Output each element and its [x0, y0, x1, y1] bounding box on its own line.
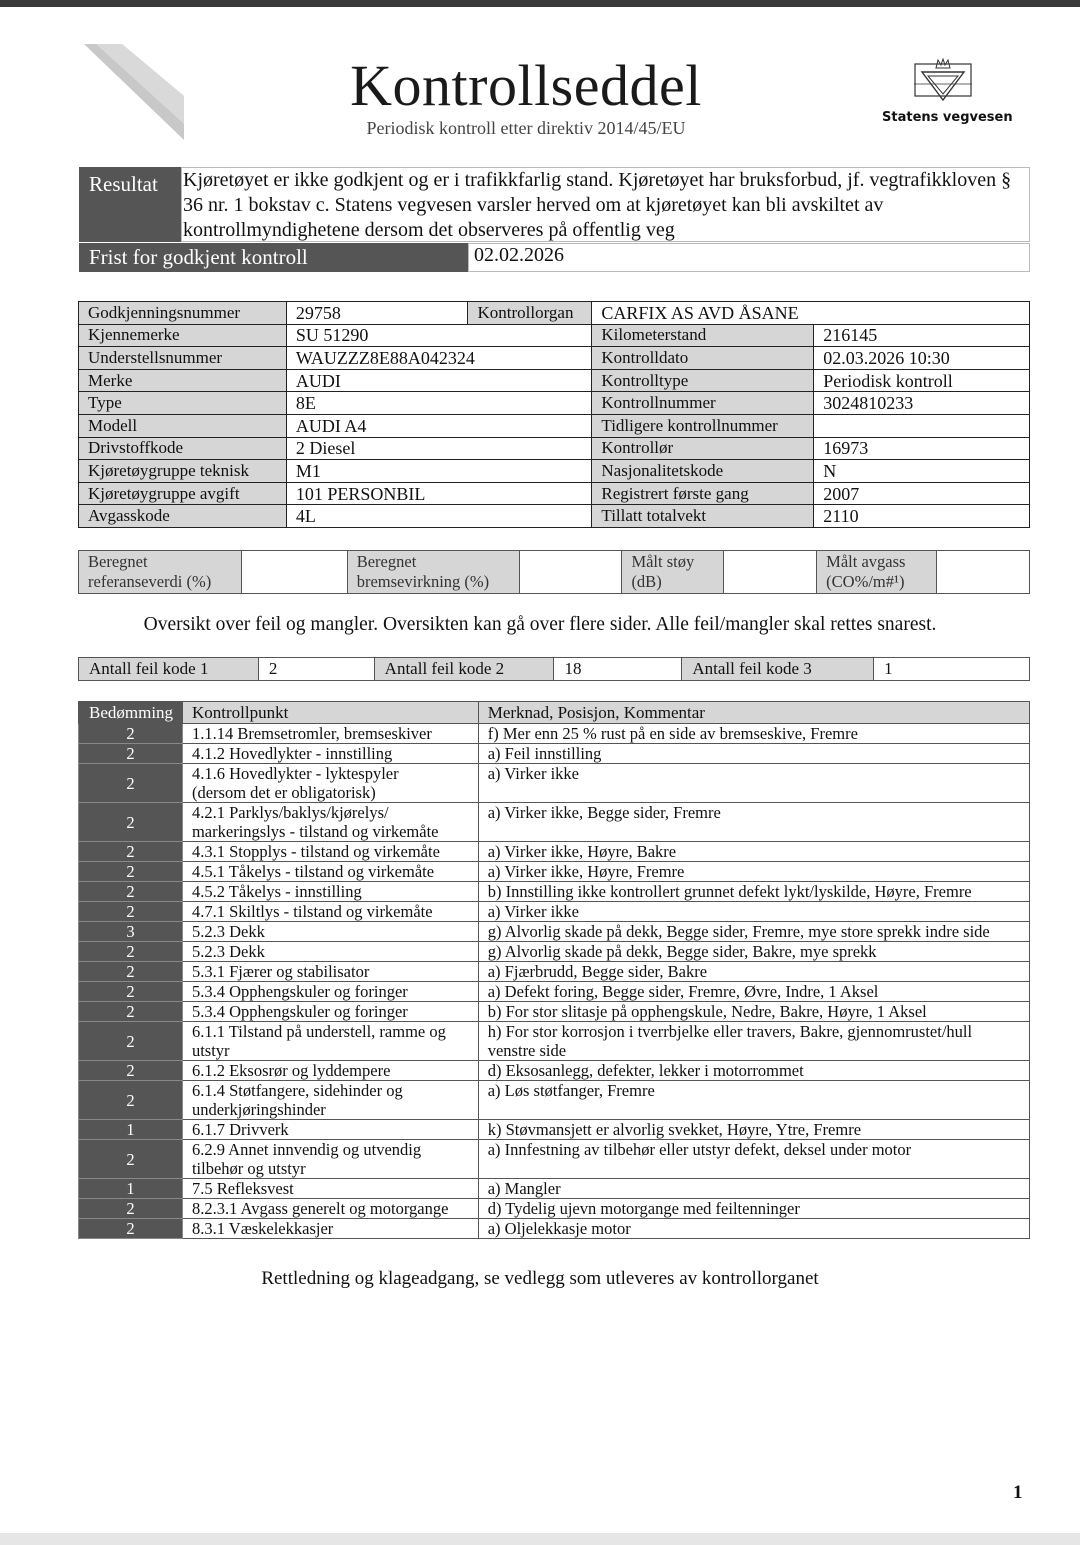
table-row: [79, 862, 1030, 882]
result-label: Resultat: [79, 167, 181, 242]
fault-control-point: 6.1.4 Støtfangere, sidehinder og underkjøringshinder: [182, 1081, 478, 1120]
deadline-label: Frist for godkjent kontroll: [79, 243, 468, 272]
fault-score: 2: [79, 1219, 183, 1239]
approval-number-value: 29758: [286, 302, 468, 325]
fault-control-point: 4.5.1 Tåkelys - tilstand og virkemåte: [182, 862, 478, 882]
info-label: Avgasskode: [79, 505, 287, 528]
table-row: [79, 1081, 1030, 1120]
fault-control-point: 6.2.9 Annet innvendig og utvendig tilbehør og utstyr: [182, 1140, 478, 1179]
fault-score: 2: [79, 962, 183, 982]
fault-score: 2: [79, 842, 183, 862]
fault-control-point: 6.1.1 Tilstand på understell, ramme og utstyr: [182, 1022, 478, 1061]
fault-control-point: 4.1.6 Hovedlykter - lyktespyler (dersom det er obligatorisk): [182, 764, 478, 803]
fault-score: 2: [79, 1199, 183, 1219]
fault-control-point: 4.5.2 Tåkelys - innstilling: [182, 882, 478, 902]
table-row: [79, 460, 1030, 483]
fault-comment: a) Mangler: [478, 1179, 1029, 1199]
info-label: Drivstoffkode: [79, 437, 287, 460]
fault-score: 2: [79, 803, 183, 842]
page-subtitle: Periodisk kontroll etter direktiv 2014/45/EU: [366, 118, 686, 138]
fault-counts-table: [78, 657, 1030, 681]
fault-comment: a) Innfestning av tilbehør eller utstyr defekt, deksel under motor: [478, 1140, 1029, 1179]
page-number: 1: [1013, 1482, 1023, 1503]
table-row: [79, 437, 1030, 460]
comment-column-header: Merknad, Posisjon, Kommentar: [478, 702, 1029, 724]
table-row: [79, 414, 1030, 437]
fault-comment: g) Alvorlig skade på dekk, Begge sider, Fremre, mye store sprekk indre side: [478, 922, 1029, 942]
table-row: [79, 347, 1030, 370]
fault-score: 1: [79, 1179, 183, 1199]
fault-control-point: 5.2.3 Dekk: [182, 942, 478, 962]
table-row: [79, 392, 1030, 415]
table-row: [79, 1022, 1030, 1061]
table-row: [79, 324, 1030, 347]
info-label: Kontrolltype: [592, 369, 814, 392]
count-label: Antall feil kode 2: [374, 658, 554, 681]
fault-comment: a) Løs støtfanger, Fremre: [478, 1081, 1029, 1120]
overview-text: Oversikt over feil og mangler. Oversikten kan gå over flere sider. Alle feil/mangler skal rettes snarest.: [143, 614, 937, 635]
info-label: Kontrolldato: [592, 347, 814, 370]
fault-control-point: 4.2.1 Parklys/baklys/kjørelys/ markeringslys - tilstand og virkemåte: [182, 803, 478, 842]
table-row: [79, 724, 1030, 744]
info-value: AUDI: [286, 369, 592, 392]
table-header-row: [79, 702, 1030, 724]
measurement-value: [937, 551, 1030, 594]
info-label: Modell: [79, 414, 287, 437]
bottom-edge: [0, 1533, 1080, 1545]
fault-score: 2: [79, 744, 183, 764]
fault-comment: a) Fjærbrudd, Begge sider, Bakre: [478, 962, 1029, 982]
table-row: [79, 744, 1030, 764]
score-column-header: Bedømming: [79, 702, 183, 724]
table-row: [79, 505, 1030, 528]
fault-score: 1: [79, 1120, 183, 1140]
fault-comment: a) Virker ikke, Høyre, Bakre: [478, 842, 1029, 862]
fault-comment: d) Tydelig ujevn motorgange med feiltenninger: [478, 1199, 1029, 1219]
inspection-body-value: CARFIX AS AVD ÅSANE: [592, 302, 1030, 325]
info-label: Registrert første gang: [592, 482, 814, 505]
fault-control-point: 5.3.1 Fjærer og stabilisator: [182, 962, 478, 982]
faults-table: [78, 701, 1030, 1239]
fault-control-point: 5.2.3 Dekk: [182, 922, 478, 942]
deadline-value: 02.02.2026: [468, 243, 1030, 272]
fault-control-point: 8.3.1 Væskelekkasjer: [182, 1219, 478, 1239]
fault-comment: h) For stor korrosjon i tverrbjelke eller travers, Bakre, gjennomrustet/hull venstre side: [478, 1022, 1029, 1061]
info-value: 2007: [814, 482, 1030, 505]
guidance-text: Rettledning og klageadgang, se vedlegg som utleveres av kontrollorganet: [261, 1268, 819, 1289]
fault-control-point: 7.5 Refleksvest: [182, 1179, 478, 1199]
table-row: [79, 962, 1030, 982]
fault-comment: g) Alvorlig skade på dekk, Begge sider, Bakre, mye sprekk: [478, 942, 1029, 962]
table-row: [79, 658, 1030, 681]
info-value: AUDI A4: [286, 414, 592, 437]
count-value: 1: [874, 658, 1030, 681]
result-text: Kjøretøyet er ikke godkjent og er i trafikkfarlig stand. Kjøretøyet har bruksforbud, jf. vegtrafikkloven § 36 nr. 1 bokstav c. Statens vegvesen varsler herved om at kjøretøyet kan bli avskiltet av kontrollmyndighetene dersom det observeres på offentlig veg: [181, 167, 1030, 242]
fault-control-point: 5.3.4 Opphengskuler og foringer: [182, 982, 478, 1002]
fault-control-point: 5.3.4 Opphengskuler og foringer: [182, 1002, 478, 1022]
info-value: SU 51290: [286, 324, 592, 347]
fault-control-point: 8.2.3.1 Avgass generelt og motorgange: [182, 1199, 478, 1219]
fault-comment: d) Eksosanlegg, defekter, lekker i motorrommet: [478, 1061, 1029, 1081]
table-row: [79, 1199, 1030, 1219]
fault-comment: a) Virker ikke, Høyre, Fremre: [478, 862, 1029, 882]
measurement-label: Målt støy (dB): [622, 551, 724, 594]
fault-comment: b) For stor slitasje på opphengskule, Nedre, Bakre, Høyre, 1 Aksel: [478, 1002, 1029, 1022]
info-value: M1: [286, 460, 592, 483]
fault-comment: k) Støvmansjett er alvorlig svekket, Høyre, Ytre, Fremre: [478, 1120, 1029, 1140]
info-value: WAUZZZ8E88A042324: [286, 347, 592, 370]
table-row: [79, 842, 1030, 862]
statens-vegvesen-logo-icon: [914, 58, 972, 104]
fault-comment: b) Innstilling ikke kontrollert grunnet defekt lykt/lyskilde, Høyre, Fremre: [478, 882, 1029, 902]
info-label: Nasjonalitetskode: [592, 460, 814, 483]
fault-score: 2: [79, 982, 183, 1002]
fault-score: 2: [79, 764, 183, 803]
fault-score: 2: [79, 1081, 183, 1120]
approval-number-label: Godkjenningsnummer: [79, 302, 287, 325]
info-value: 4L: [286, 505, 592, 528]
table-row: [79, 922, 1030, 942]
count-value: 2: [258, 658, 374, 681]
logo-text: Statens vegvesen: [882, 110, 1013, 125]
fault-score: 2: [79, 724, 183, 744]
fault-comment: f) Mer enn 25 % rust på en side av bremseskive, Fremre: [478, 724, 1029, 744]
info-label: Tidligere kontrollnummer: [592, 414, 814, 437]
table-row: [79, 1061, 1030, 1081]
table-row: [79, 369, 1030, 392]
info-value: [814, 414, 1030, 437]
count-label: Antall feil kode 1: [79, 658, 259, 681]
info-label: Kontrollnummer: [592, 392, 814, 415]
fault-comment: a) Virker ikke: [478, 902, 1029, 922]
table-row: [79, 482, 1030, 505]
table-row: [79, 1120, 1030, 1140]
table-row: [79, 1002, 1030, 1022]
table-row: [79, 902, 1030, 922]
table-row: [79, 1219, 1030, 1239]
table-row: [79, 764, 1030, 803]
table-row: [79, 942, 1030, 962]
top-edge: [0, 0, 1080, 7]
vehicle-info-table: [78, 301, 1030, 528]
table-row: [79, 302, 1030, 325]
fault-score: 3: [79, 922, 183, 942]
info-value: 8E: [286, 392, 592, 415]
info-value: 101 PERSONBIL: [286, 482, 592, 505]
fault-score: 2: [79, 902, 183, 922]
measurements-table: [78, 550, 1030, 594]
fault-control-point: 6.1.7 Drivverk: [182, 1120, 478, 1140]
measurement-value: [724, 551, 817, 594]
info-value: 216145: [814, 324, 1030, 347]
inspection-body-label: Kontrollorgan: [468, 302, 592, 325]
fault-score: 2: [79, 1140, 183, 1179]
info-label: Understellsnummer: [79, 347, 287, 370]
info-value: 2110: [814, 505, 1030, 528]
table-row: [79, 1140, 1030, 1179]
measurement-label: Beregnet referanseverdi (%): [79, 551, 242, 594]
fault-score: 2: [79, 1061, 183, 1081]
fault-comment: a) Defekt foring, Begge sider, Fremre, Øvre, Indre, 1 Aksel: [478, 982, 1029, 1002]
count-label: Antall feil kode 3: [682, 658, 874, 681]
measurement-value: [241, 551, 347, 594]
info-value: 2 Diesel: [286, 437, 592, 460]
table-row: [79, 1179, 1030, 1199]
fault-control-point: 1.1.14 Bremsetromler, bremseskiver: [182, 724, 478, 744]
measurement-label: Målt avgass (CO%/m#¹): [817, 551, 937, 594]
fault-score: 2: [79, 1002, 183, 1022]
fault-score: 2: [79, 882, 183, 902]
table-row: [79, 551, 1030, 594]
count-value: 18: [554, 658, 682, 681]
point-column-header: Kontrollpunkt: [182, 702, 478, 724]
fault-comment: a) Oljelekkasje motor: [478, 1219, 1029, 1239]
info-label: Kilometerstand: [592, 324, 814, 347]
fault-score: 2: [79, 942, 183, 962]
info-label: Merke: [79, 369, 287, 392]
fault-comment: a) Virker ikke: [478, 764, 1029, 803]
info-value: 16973: [814, 437, 1030, 460]
table-row: [79, 982, 1030, 1002]
fault-control-point: 4.3.1 Stopplys - tilstand og virkemåte: [182, 842, 478, 862]
fault-control-point: 4.1.2 Hovedlykter - innstilling: [182, 744, 478, 764]
fault-comment: a) Virker ikke, Begge sider, Fremre: [478, 803, 1029, 842]
page-title: Kontrollseddel: [350, 53, 702, 118]
info-value: 3024810233: [814, 392, 1030, 415]
info-label: Tillatt totalvekt: [592, 505, 814, 528]
info-value: 02.03.2026 10:30: [814, 347, 1030, 370]
measurement-label: Beregnet bremsevirkning (%): [347, 551, 519, 594]
measurement-value: [519, 551, 622, 594]
table-row: [79, 882, 1030, 902]
fault-control-point: 6.1.2 Eksosrør og lyddempere: [182, 1061, 478, 1081]
info-label: Type: [79, 392, 287, 415]
fault-comment: a) Feil innstilling: [478, 744, 1029, 764]
table-row: [79, 803, 1030, 842]
info-label: Kjennemerke: [79, 324, 287, 347]
info-value: N: [814, 460, 1030, 483]
info-value: Periodisk kontroll: [814, 369, 1030, 392]
info-label: Kjøretøygruppe avgift: [79, 482, 287, 505]
fault-control-point: 4.7.1 Skiltlys - tilstand og virkemåte: [182, 902, 478, 922]
fault-score: 2: [79, 1022, 183, 1061]
info-label: Kjøretøygruppe teknisk: [79, 460, 287, 483]
fault-score: 2: [79, 862, 183, 882]
info-label: Kontrollør: [592, 437, 814, 460]
